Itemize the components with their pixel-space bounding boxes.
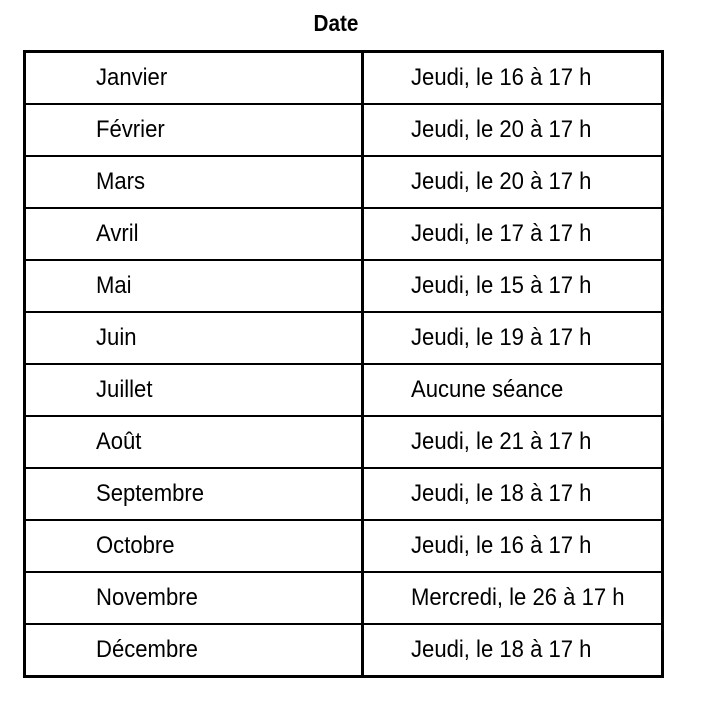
month-label: Août: [96, 428, 142, 455]
month-label: Mai: [96, 272, 132, 299]
date-label: Jeudi, le 18 à 17 h: [411, 480, 592, 507]
month-label: Septembre: [96, 480, 205, 507]
date-cell: [363, 312, 663, 364]
meeting-schedule-table: [23, 50, 664, 678]
month-cell: [25, 52, 363, 105]
month-label: Mars: [96, 168, 146, 195]
month-cell: [25, 624, 363, 677]
date-cell: [363, 572, 663, 624]
month-cell: [25, 520, 363, 572]
date-cell: [363, 416, 663, 468]
table-row: [25, 208, 663, 260]
month-cell: [25, 468, 363, 520]
date-cell: [363, 52, 663, 105]
month-cell: [25, 416, 363, 468]
date-label: Jeudi, le 15 à 17 h: [411, 272, 592, 299]
month-cell: [25, 260, 363, 312]
month-label: Janvier: [96, 64, 168, 91]
date-label: Jeudi, le 20 à 17 h: [411, 116, 592, 143]
table-row: [25, 468, 663, 520]
date-label: Jeudi, le 16 à 17 h: [411, 532, 592, 559]
date-cell: [363, 468, 663, 520]
table-row: [25, 572, 663, 624]
month-label: Décembre: [96, 636, 198, 663]
date-label: Jeudi, le 16 à 17 h: [411, 64, 592, 91]
date-cell: [363, 208, 663, 260]
date-cell: [363, 624, 663, 677]
month-cell: [25, 572, 363, 624]
month-cell: [25, 156, 363, 208]
date-label: Jeudi, le 21 à 17 h: [411, 428, 592, 455]
schedule-body: [25, 52, 663, 677]
table-row: [25, 364, 663, 416]
month-cell: [25, 208, 363, 260]
month-cell: [25, 104, 363, 156]
table-row: [25, 312, 663, 364]
table-row: [25, 104, 663, 156]
table-title: Date: [313, 10, 359, 36]
date-cell: [363, 260, 663, 312]
date-label: Jeudi, le 18 à 17 h: [411, 636, 592, 663]
month-label: Novembre: [96, 584, 198, 611]
date-label: Mercredi, le 26 à 17 h: [411, 584, 625, 611]
date-cell: [363, 520, 663, 572]
month-label: Juillet: [96, 376, 153, 403]
table-row: [25, 260, 663, 312]
month-label: Février: [96, 116, 165, 143]
date-cell: [363, 156, 663, 208]
table-row: [25, 624, 663, 677]
table-row: [25, 156, 663, 208]
date-label: Jeudi, le 20 à 17 h: [411, 168, 592, 195]
date-label: Jeudi, le 19 à 17 h: [411, 324, 592, 351]
date-label: Jeudi, le 17 à 17 h: [411, 220, 592, 247]
table-row: [25, 52, 663, 105]
month-cell: [25, 364, 363, 416]
month-cell: [25, 312, 363, 364]
month-label: Juin: [96, 324, 137, 351]
month-label: Avril: [96, 220, 139, 247]
month-label: Octobre: [96, 532, 175, 559]
table-row: [25, 416, 663, 468]
date-cell: [363, 104, 663, 156]
table-row: [25, 520, 663, 572]
date-cell: [363, 364, 663, 416]
date-label: Aucune séance: [411, 376, 564, 403]
